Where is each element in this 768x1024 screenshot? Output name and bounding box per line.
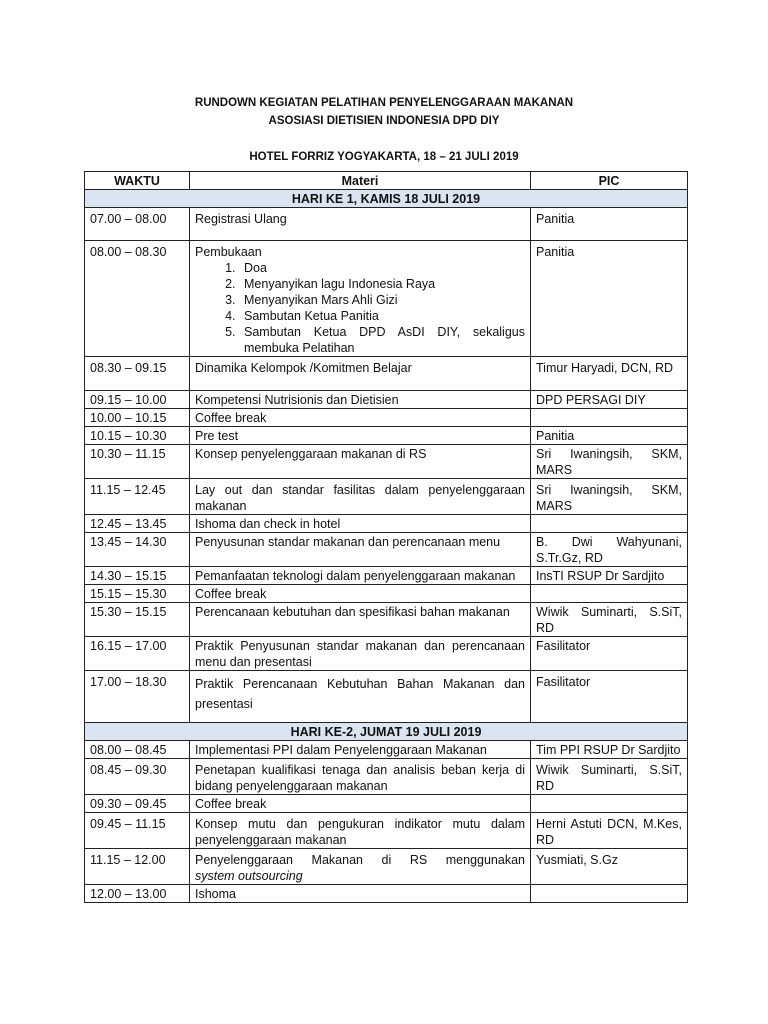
materi-text: Pembukaan xyxy=(195,245,262,259)
table-row xyxy=(85,849,688,885)
table-row xyxy=(85,391,688,409)
table-row xyxy=(85,427,688,445)
pic-cell: Yusmiati, S.Gz xyxy=(531,849,688,885)
pic-cell: Tim PPI RSUP Dr Sardjito xyxy=(531,741,688,759)
table-header-row xyxy=(85,172,688,190)
pic-cell: Sri Iwaningsih, SKM, MARS xyxy=(531,479,688,515)
table-row xyxy=(85,515,688,533)
materi-cell: Konsep penyelenggaraan makanan di RS xyxy=(190,445,531,479)
materi-text: Penyelenggaraan Makanan di RS menggunakan xyxy=(195,853,525,867)
document-header xyxy=(0,94,768,166)
materi-cell: Ishoma dan check in hotel xyxy=(190,515,531,533)
day-1-label: HARI KE 1, KAMIS 18 JULI 2019 xyxy=(85,190,688,208)
pic-cell xyxy=(531,515,688,533)
time-cell: 08.00 – 08.30 xyxy=(85,241,190,357)
table-row xyxy=(85,533,688,567)
materi-cell: Penyusunan standar makanan dan perencanaan menu xyxy=(190,533,531,567)
time-cell: 08.00 – 08.45 xyxy=(85,741,190,759)
day-2-header xyxy=(85,723,688,741)
materi-cell: Perencanaan kebutuhan dan spesifikasi bahan makanan xyxy=(190,603,531,637)
time-cell: 09.15 – 10.00 xyxy=(85,391,190,409)
col-materi: Materi xyxy=(190,172,531,190)
pic-cell xyxy=(531,885,688,903)
pic-cell: Wiwik Suminarti, S.SiT, RD xyxy=(531,603,688,637)
list-item: 5. Sambutan Ketua DPD AsDI DIY, sekaligus membuka Pelatihan xyxy=(239,324,525,356)
day-1-header xyxy=(85,190,688,208)
pic-cell xyxy=(531,795,688,813)
pic-cell xyxy=(531,585,688,603)
time-cell: 16.15 – 17.00 xyxy=(85,637,190,671)
table-row xyxy=(85,813,688,849)
time-cell: 14.30 – 15.15 xyxy=(85,567,190,585)
materi-cell: Coffee break xyxy=(190,409,531,427)
pic-cell: InsTI RSUP Dr Sardjito xyxy=(531,567,688,585)
pic-cell: Wiwik Suminarti, S.SiT, RD xyxy=(531,759,688,795)
time-cell: 11.15 – 12.00 xyxy=(85,849,190,885)
materi-cell: Pemanfaatan teknologi dalam penyelenggaraan makanan xyxy=(190,567,531,585)
pic-cell: Herni Astuti DCN, M.Kes, RD xyxy=(531,813,688,849)
pic-cell xyxy=(531,409,688,427)
time-cell: 09.45 – 11.15 xyxy=(85,813,190,849)
time-cell: 10.15 – 10.30 xyxy=(85,427,190,445)
materi-cell: Dinamika Kelompok /Komitmen Belajar xyxy=(190,357,531,391)
day-2-label: HARI KE-2, JUMAT 19 JULI 2019 xyxy=(85,723,688,741)
time-cell: 10.30 – 11.15 xyxy=(85,445,190,479)
materi-cell: Lay out dan standar fasilitas dalam penyelenggaraan makanan xyxy=(190,479,531,515)
title-line-1: RUNDOWN KEGIATAN PELATIHAN PENYELENGGARAAN MAKANAN xyxy=(194,97,574,109)
materi-cell: Praktik Perencanaan Kebutuhan Bahan Makanan dan presentasi xyxy=(190,671,531,723)
materi-cell: Praktik Penyusunan standar makanan dan perencanaan menu dan presentasi xyxy=(190,637,531,671)
title-line-2: ASOSIASI DIETISIEN INDONESIA DPD DIY xyxy=(268,115,500,127)
list-item: 1. Doa xyxy=(239,260,525,276)
materi-cell: Implementasi PPI dalam Penyelenggaraan Makanan xyxy=(190,741,531,759)
table-row xyxy=(85,567,688,585)
materi-cell: Penetapan kualifikasi tenaga dan analisis beban kerja di bidang penyelenggaraan makanan xyxy=(190,759,531,795)
table-row xyxy=(85,885,688,903)
pic-cell: Sri Iwaningsih, SKM, MARS xyxy=(531,445,688,479)
materi-cell: Ishoma xyxy=(190,885,531,903)
time-cell: 08.30 – 09.15 xyxy=(85,357,190,391)
pic-cell: Fasilitator xyxy=(531,671,688,723)
list-item: 3. Menyanyikan Mars Ahli Gizi xyxy=(239,292,525,308)
time-cell: 09.30 – 09.45 xyxy=(85,795,190,813)
pic-cell: B. Dwi Wahyunani, S.Tr.Gz, RD xyxy=(531,533,688,567)
time-cell: 17.00 – 18.30 xyxy=(85,671,190,723)
pic-cell: DPD PERSAGI DIY xyxy=(531,391,688,409)
materi-cell: Coffee break xyxy=(190,795,531,813)
table-row xyxy=(85,241,688,357)
table-row xyxy=(85,585,688,603)
materi-italic-text: system outsourcing xyxy=(195,869,303,883)
materi-cell xyxy=(190,849,531,885)
time-cell: 15.30 – 15.15 xyxy=(85,603,190,637)
materi-cell: Pre test xyxy=(190,427,531,445)
pic-cell: Timur Haryadi, DCN, RD xyxy=(531,357,688,391)
col-pic: PIC xyxy=(531,172,688,190)
materi-cell: Konsep mutu dan pengukuran indikator mutu dalam penyelenggaraan makanan xyxy=(190,813,531,849)
time-cell: 08.45 – 09.30 xyxy=(85,759,190,795)
time-cell: 13.45 – 14.30 xyxy=(85,533,190,567)
pic-cell: Panitia xyxy=(531,241,688,357)
opening-agenda-list xyxy=(195,260,525,356)
table-row xyxy=(85,603,688,637)
list-item: 4. Sambutan Ketua Panitia xyxy=(239,308,525,324)
table-row xyxy=(85,409,688,427)
time-cell: 12.00 – 13.00 xyxy=(85,885,190,903)
table-row xyxy=(85,759,688,795)
table-row xyxy=(85,208,688,241)
table-row xyxy=(85,479,688,515)
list-item: 2. Menyanyikan lagu Indonesia Raya xyxy=(239,276,525,292)
materi-cell: Kompetensi Nutrisionis dan Dietisien xyxy=(190,391,531,409)
pic-cell: Panitia xyxy=(531,427,688,445)
materi-cell: Registrasi Ulang xyxy=(190,208,531,241)
rundown-table xyxy=(84,171,688,903)
time-cell: 15.15 – 15.30 xyxy=(85,585,190,603)
pic-cell: Fasilitator xyxy=(531,637,688,671)
col-waktu: WAKTU xyxy=(85,172,190,190)
table-row xyxy=(85,357,688,391)
time-cell: 07.00 – 08.00 xyxy=(85,208,190,241)
time-cell: 12.45 – 13.45 xyxy=(85,515,190,533)
materi-cell: Coffee break xyxy=(190,585,531,603)
time-cell: 10.00 – 10.15 xyxy=(85,409,190,427)
table-row xyxy=(85,671,688,723)
title-line-3: HOTEL FORRIZ YOGYAKARTA, 18 – 21 JULI 2019 xyxy=(249,151,519,163)
table-row xyxy=(85,741,688,759)
time-cell: 11.15 – 12.45 xyxy=(85,479,190,515)
table-row xyxy=(85,795,688,813)
table-row xyxy=(85,445,688,479)
pic-cell: Panitia xyxy=(531,208,688,241)
materi-cell xyxy=(190,241,531,357)
table-row xyxy=(85,637,688,671)
